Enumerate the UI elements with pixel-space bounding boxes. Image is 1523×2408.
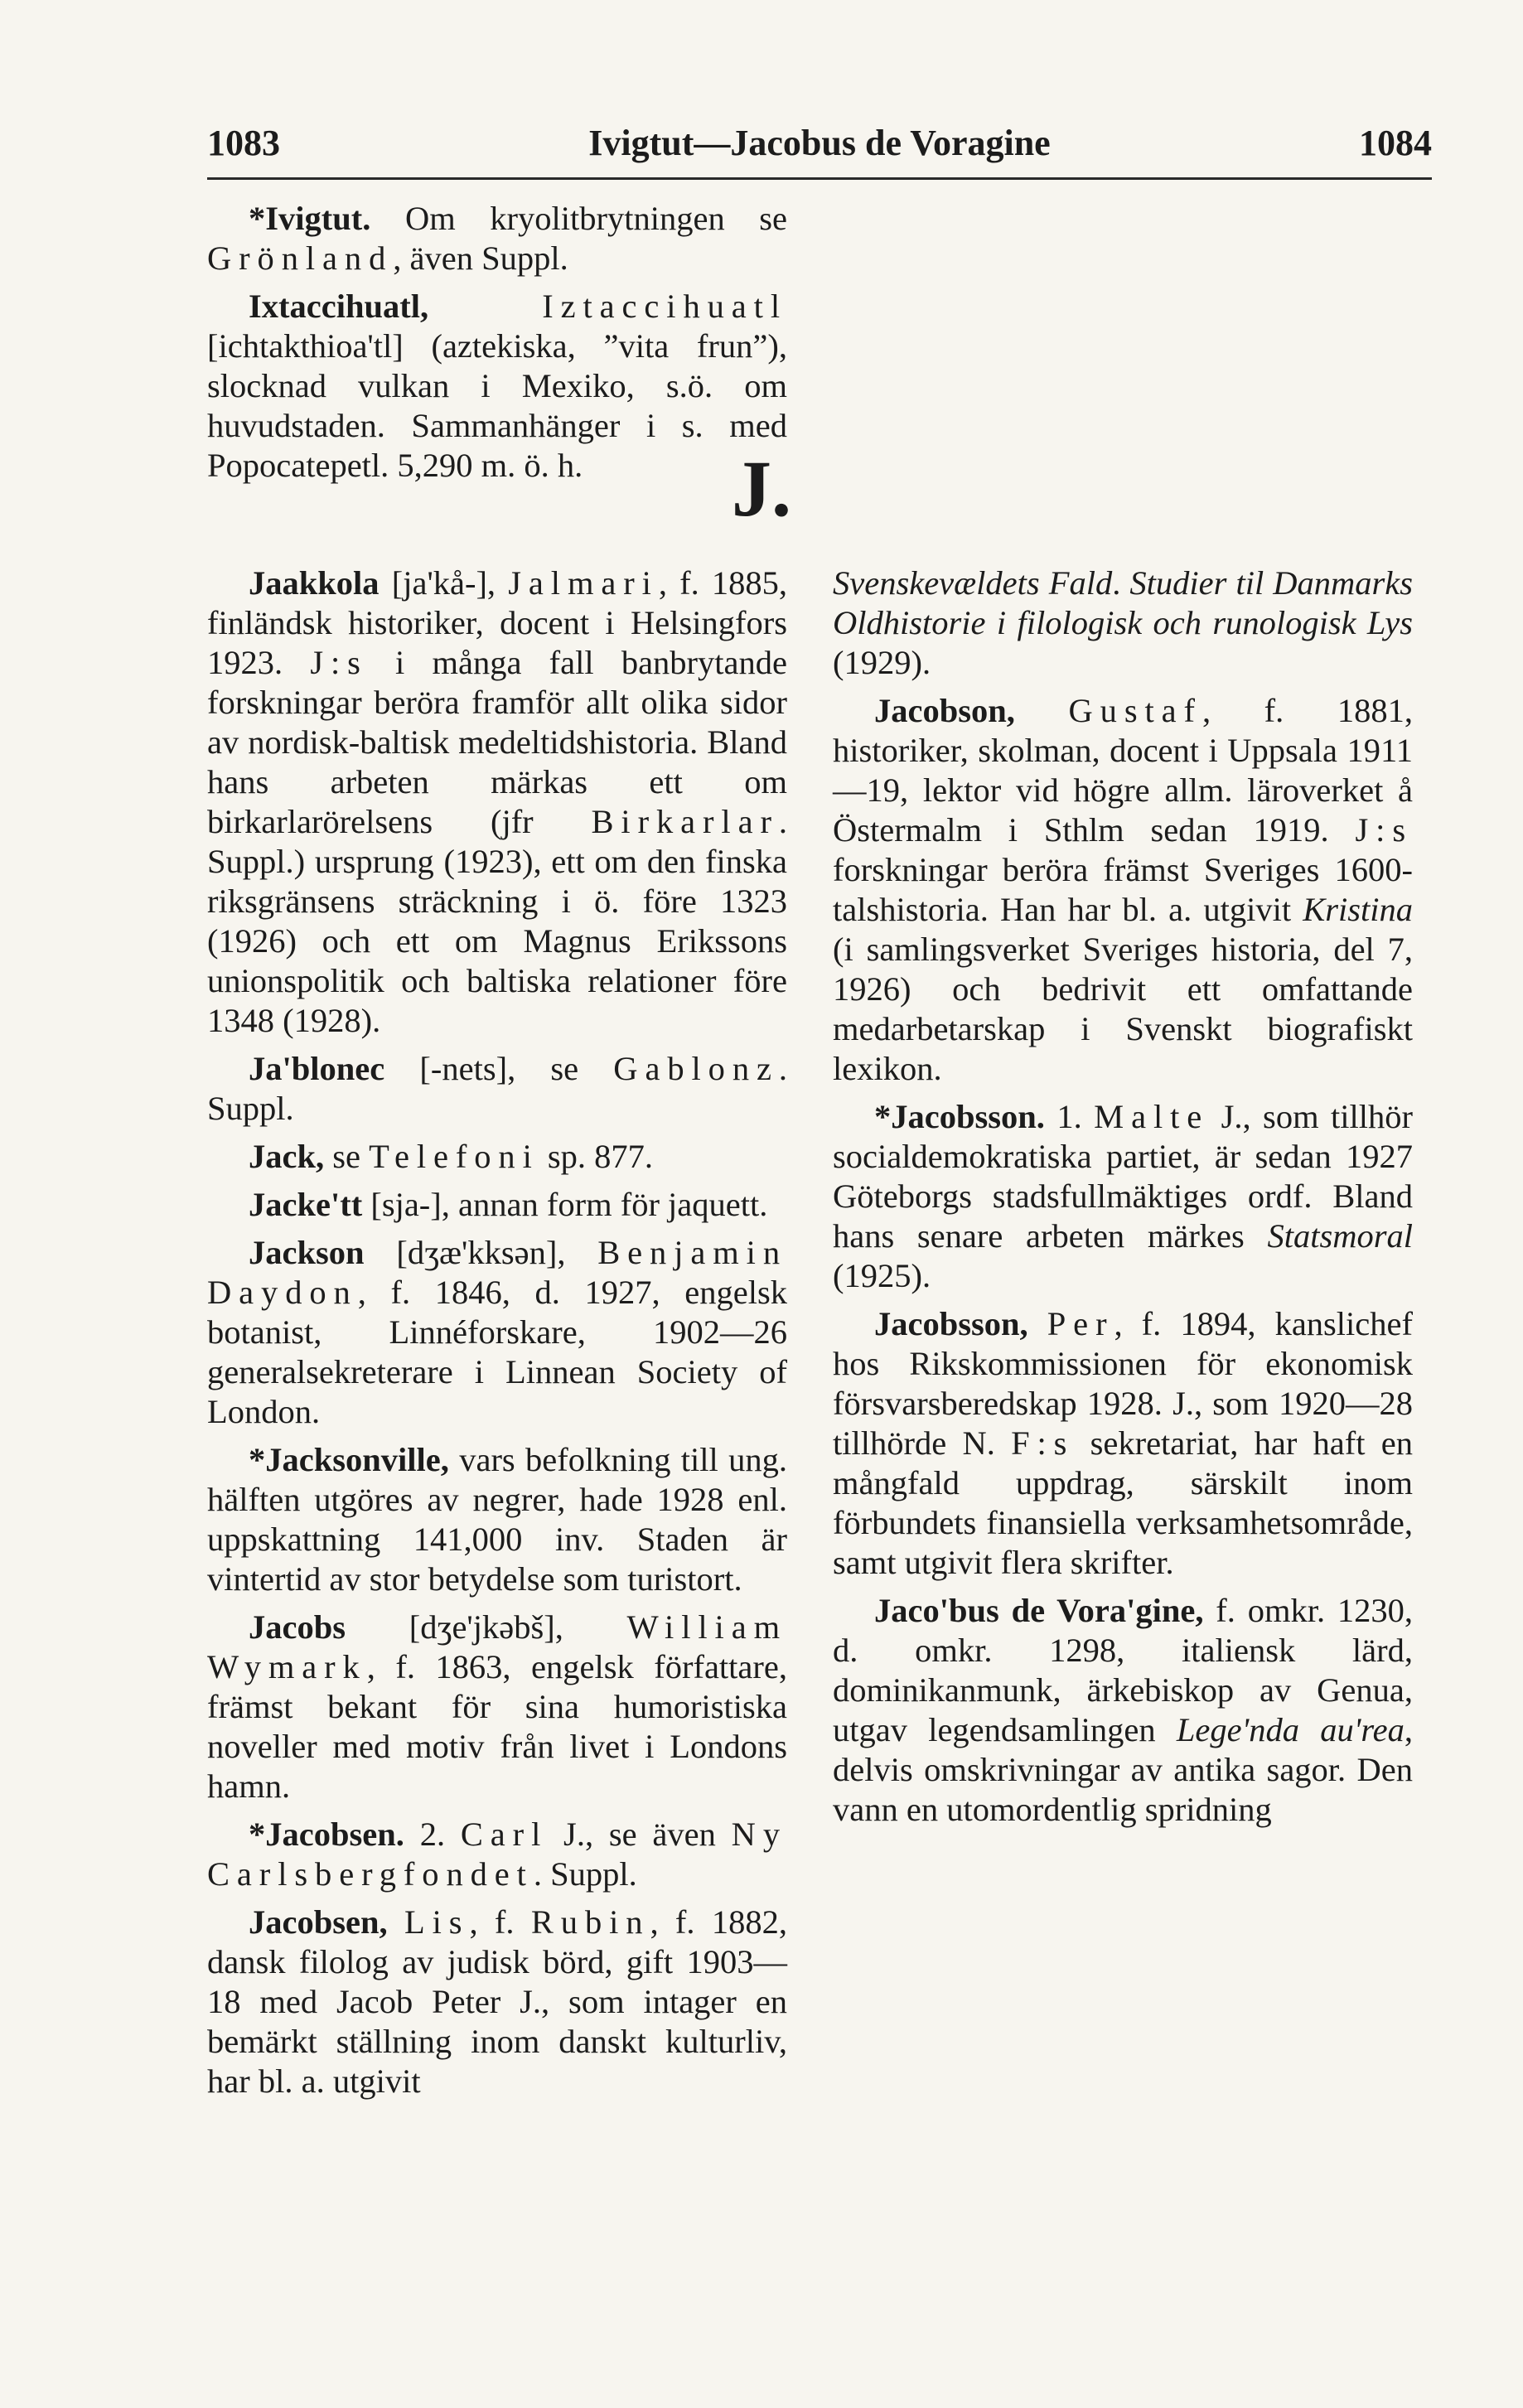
entry-jacobus-de-voragine: Jaco'bus de Vora'gine, f. omkr. 1230, d. omkr. 1298, italiensk lärd, dominikanmunk, ärkebiskop av Genua, utgav legendsamlingen Lege'nda au'rea, delvis omskrivningar av antika sagor. Den vann en utomordentlig spridning bbox=[833, 1592, 1413, 1828]
entry-ixtaccihuatl: Ixtaccihuatl, Iztaccihuatl [ichtakthioa'tl] (aztekiska, ”vita frun”), slocknad vulkan i Mexiko, s.ö. om huvudstaden. Sammanhänger i s. med Popocatepetl. 5,290 m. ö. h. bbox=[207, 288, 787, 484]
entry-text-part1: , f. 1882, dansk filolog av judisk börd, gift 1903—18 med Jacob Peter J., som intager en bemärkt ställning inom danskt kulturliv, har bl. a. utgivit bbox=[207, 1903, 787, 2100]
entry-head: Jacke'tt bbox=[249, 1186, 363, 1223]
work-title: Lege'nda au'rea bbox=[1176, 1711, 1405, 1748]
person-name: Per bbox=[1047, 1305, 1114, 1342]
page-header bbox=[207, 114, 1432, 172]
entry-ivigtut: *Ivigtut. Om kryolitbrytningen se Grönland, även Suppl. bbox=[207, 200, 787, 277]
section-letter: J. bbox=[732, 444, 791, 533]
cross-reference: Ny Carlsbergfondet bbox=[207, 1816, 787, 1893]
entry-jablonec: Ja'blonec [-nets], se Gablonz. Suppl. bbox=[207, 1050, 787, 1127]
header-rule bbox=[207, 177, 1432, 180]
entry-jacobsson-malte: *Jacobsson. 1. Malte J., som tillhör socialdemokratiska partiet, är sedan 1927 Göteborgs stadsfullmäktiges ordf. Bland hans senare arbeten märkes Statsmoral (1925). bbox=[833, 1098, 1413, 1294]
entry-head: Jack, bbox=[249, 1138, 325, 1175]
entry-jackett: Jacke'tt [sja-], annan form för jaquett. bbox=[249, 1186, 768, 1223]
cross-reference: Grönland bbox=[207, 239, 394, 277]
entry-head: *Jacobsson. bbox=[874, 1098, 1045, 1135]
entry-jack: Jack, se Telefoni sp. 877. bbox=[249, 1138, 654, 1175]
person-name: Lis bbox=[404, 1903, 470, 1941]
person-name: Malte bbox=[1094, 1098, 1210, 1135]
person-name: Carl bbox=[460, 1816, 549, 1853]
entry-jaakkola: Jaakkola [ja'kå-], Jalmari, f. 1885, finländsk historiker, docent i Helsingfors 1923. J:s i många fall banbrytande forskningar beröra framför allt olika sidor av nordisk-baltisk medeltidshistoria. Bland hans arbeten märkas ett om birkarlarörelsens (jfr Birkarlar. Suppl.) ursprung (1923), ett om den finska riksgränsens sträckning i ö. före 1323 (1926) och ett om Magnus Erikssons unionspolitik och baltiska relationer före 1348 (1928). bbox=[207, 564, 787, 1039]
entry-head: *Jacobsen. bbox=[249, 1816, 404, 1853]
column-left bbox=[207, 563, 787, 2110]
entry-jacobsen-carl: *Jacobsen. 2. Carl J., se även Ny Carlsbergfondet. Suppl. bbox=[207, 1816, 787, 1893]
entry-jacobsen-lis-continued: Svenskevældets Fald. Studier til Danmarks Oldhistorie i filologisk och runologisk Lys (1929). bbox=[833, 564, 1413, 681]
entry-head: Jaakkola bbox=[249, 564, 380, 602]
cross-reference: Telefoni bbox=[369, 1138, 539, 1175]
cross-reference: Birkarlar bbox=[591, 803, 779, 840]
person-name: Jalmari bbox=[508, 564, 659, 602]
entry-head: Jackson bbox=[249, 1234, 365, 1271]
running-title: Ivigtut—Jacobus de Voragine bbox=[588, 123, 1051, 163]
entry-head: Jacobson, bbox=[874, 692, 1015, 729]
column-right bbox=[833, 563, 1413, 1838]
person-name: Benjamin Daydon bbox=[207, 1234, 787, 1311]
entry-jacobson-gustaf: Jacobson, Gustaf, f. 1881, historiker, skolman, docent i Uppsala 1911—19, lektor vid högre allm. läroverket å Östermalm i Sthlm sedan 1919. J:s forskningar beröra främst Sveriges 1600-talshistoria. Han har bl. a. utgivit Kristina (i samlingsverket Sveriges historia, del 7, 1926) och bedrivit ett omfattande medarbetarskap i Svenskt biografiskt lexikon. bbox=[833, 692, 1413, 1087]
page-number-right: 1084 bbox=[1359, 123, 1432, 163]
entry-jacobs: Jacobs [dʒe'jkəbš], William Wymark, f. 1863, engelsk författare, främst bekant för sina humoristiska noveller med motiv från livet i Londons hamn. bbox=[207, 1608, 787, 1805]
cross-reference: Gablonz bbox=[613, 1050, 779, 1087]
entry-jacobsen-lis: Jacobsen, Lis, f. Rubin, f. 1882, dansk filolog av judisk börd, gift 1903—18 med Jacob Peter J., som intager en bemärkt ställning inom danskt kulturliv, har bl. a. utgivit bbox=[207, 1903, 787, 2100]
entry-head: Jaco'bus de Vora'gine, bbox=[874, 1592, 1204, 1629]
entry-head: Ixtaccihuatl, bbox=[249, 288, 429, 325]
person-name: Gustaf bbox=[1068, 692, 1202, 729]
work-title: Svenskevældets Fald bbox=[833, 564, 1113, 602]
page-number-left: 1083 bbox=[207, 123, 280, 163]
entry-jackson: Jackson [dʒæ'kksən], Benjamin Daydon, f. 1846, d. 1927, engelsk botanist, Linnéforskare, 1902—26 generalsekreterare i Linnean Society of London. bbox=[207, 1234, 787, 1430]
work-title: Statsmoral bbox=[1267, 1217, 1413, 1255]
work-title: Studier til Danmarks Oldhistorie i filologisk och runologisk Lys bbox=[833, 564, 1413, 641]
work-title: Kristina bbox=[1303, 891, 1413, 928]
entry-head: Ja'blonec bbox=[249, 1050, 385, 1087]
entry-head: *Jacksonville, bbox=[249, 1441, 449, 1478]
entry-jacobsson-per: Jacobsson, Per, f. 1894, kanslichef hos Rikskommissionen för ekonomisk försvarsberedskap 1928. J., som 1920—28 tillhörde N. F:s sekretariat, har haft en mångfald uppdrag, särskilt inom förbundets finansiella verksamhetsområde, samt utgivit flera skrifter. bbox=[833, 1305, 1413, 1581]
entry-head: *Ivigtut. bbox=[249, 200, 371, 237]
person-name: Rubin bbox=[530, 1903, 650, 1941]
entry-head: Jacobsson, bbox=[874, 1305, 1028, 1342]
person-name: William Wymark bbox=[207, 1608, 787, 1685]
entry-jacksonville: *Jacksonville, vars befolkning till ung. hälften utgöres av negrer, hade 1928 enl. uppskattning 141,000 inv. Staden är vintertid av stor betydelse som turistort. bbox=[207, 1441, 787, 1598]
alternate-spelling: Iztaccihuatl bbox=[542, 288, 787, 325]
entry-head: Jacobsen, bbox=[249, 1903, 388, 1941]
entry-head: Jacobs bbox=[249, 1608, 346, 1646]
